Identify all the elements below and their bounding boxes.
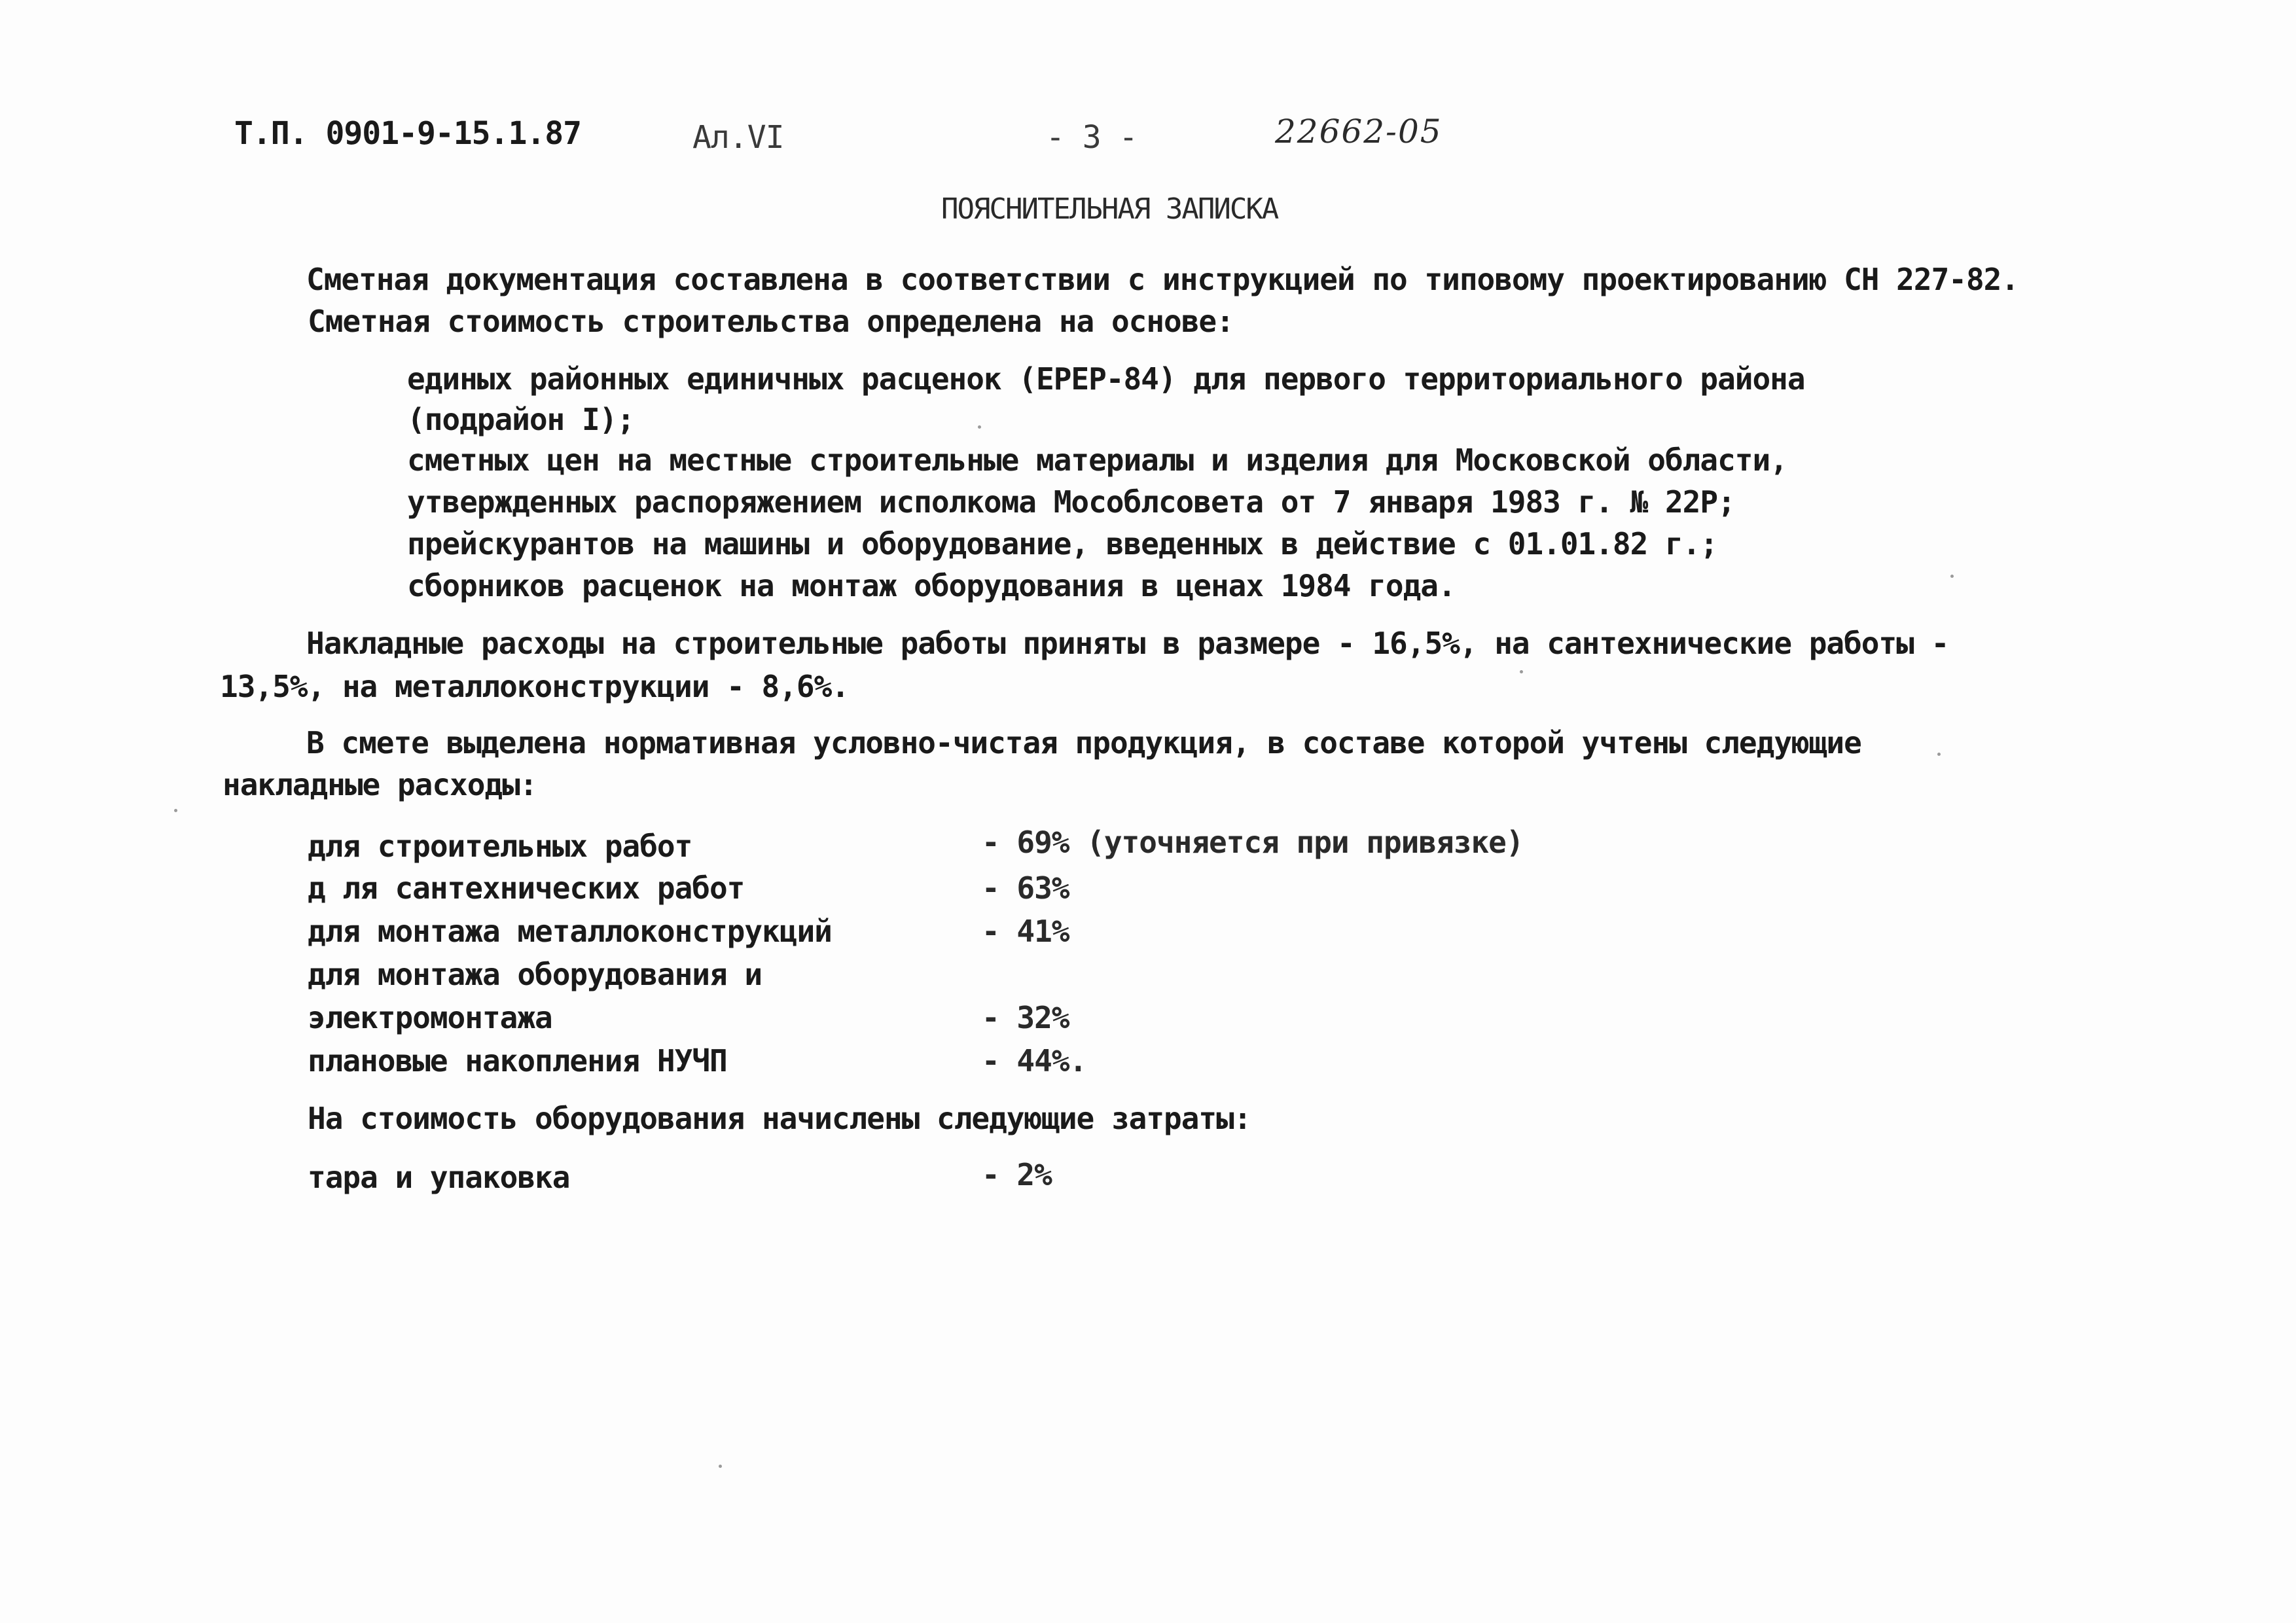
nucp-item-value: - 32% <box>982 1000 1069 1035</box>
nucp-item-value: - 69% (уточняется при привязке) <box>982 825 1524 860</box>
nucp-item-label: для монтажа оборудования и <box>308 957 762 992</box>
scan-speck <box>174 809 177 812</box>
scan-speck <box>719 1465 722 1468</box>
page-number: - 3 - <box>1046 119 1138 156</box>
nucp-item-label: для строительных работ <box>308 829 692 864</box>
basis-line: утвержденных распоряжением исполкома Мособлсовета от 7 января 1983 г. № 22Р; <box>407 484 1735 520</box>
paragraph-nucp-cont: накладные расходы: <box>223 767 537 802</box>
equipment-item-label: тара и упаковка <box>308 1160 570 1195</box>
scan-speck <box>978 425 981 429</box>
paragraph-nucp: В смете выделена нормативная условно-чистая продукция, в составе которой учтены следующие <box>306 725 1861 760</box>
page-title: ПОЯСНИТЕЛЬНАЯ ЗАПИСКА <box>941 192 1278 226</box>
nucp-item-label: электромонтажа <box>308 1000 552 1035</box>
paragraph-overhead: Накладные расходы на строительные работы приняты в размере - 16,5%, на сантехнические работы - <box>306 626 1949 661</box>
basis-line: (подрайон I); <box>407 402 635 437</box>
nucp-item-value: - 63% <box>982 870 1069 906</box>
basis-line: сборников расценок на монтаж оборудования в ценах 1984 года. <box>407 568 1456 603</box>
basis-line: единых районных единичных расценок (ЕРЕР-84) для первого территориального района <box>407 361 1805 397</box>
basis-line: прейскурантов на машины и оборудование, введенных в действие с 01.01.82 г.; <box>407 526 1718 562</box>
nucp-item-label: для монтажа металлоконструкций <box>308 914 832 949</box>
paragraph-equipment: На стоимость оборудования начислены следующие затраты: <box>308 1101 1251 1136</box>
scan-speck <box>1520 670 1523 673</box>
inventory-number: 22662-05 <box>1275 113 1443 151</box>
equipment-item-value: - 2% <box>982 1157 1052 1192</box>
nucp-item-label: д ля сантехнических работ <box>308 870 745 906</box>
nucp-item-value: - 44%. <box>982 1043 1087 1079</box>
scan-speck <box>1937 753 1941 756</box>
basis-line: сметных цен на местные строительные материалы и изделия для Московской области, <box>407 442 1787 478</box>
nucp-item-label: плановые накопления НУЧП <box>308 1043 727 1079</box>
scan-speck <box>1950 575 1954 578</box>
album-number: Ал.VI <box>692 119 784 156</box>
doc-code: Т.П. 0901-9-15.1.87 <box>234 115 582 152</box>
paragraph-overhead-cont: 13,5%, на металлоконструкции - 8,6%. <box>220 669 849 704</box>
paragraph-basis-intro: Сметная стоимость строительства определена на основе: <box>308 304 1234 339</box>
nucp-item-value: - 41% <box>982 914 1069 949</box>
paragraph-instruction: Сметная документация составлена в соответствии с инструкцией по типовому проектированию СН 227-82. <box>306 262 2019 297</box>
